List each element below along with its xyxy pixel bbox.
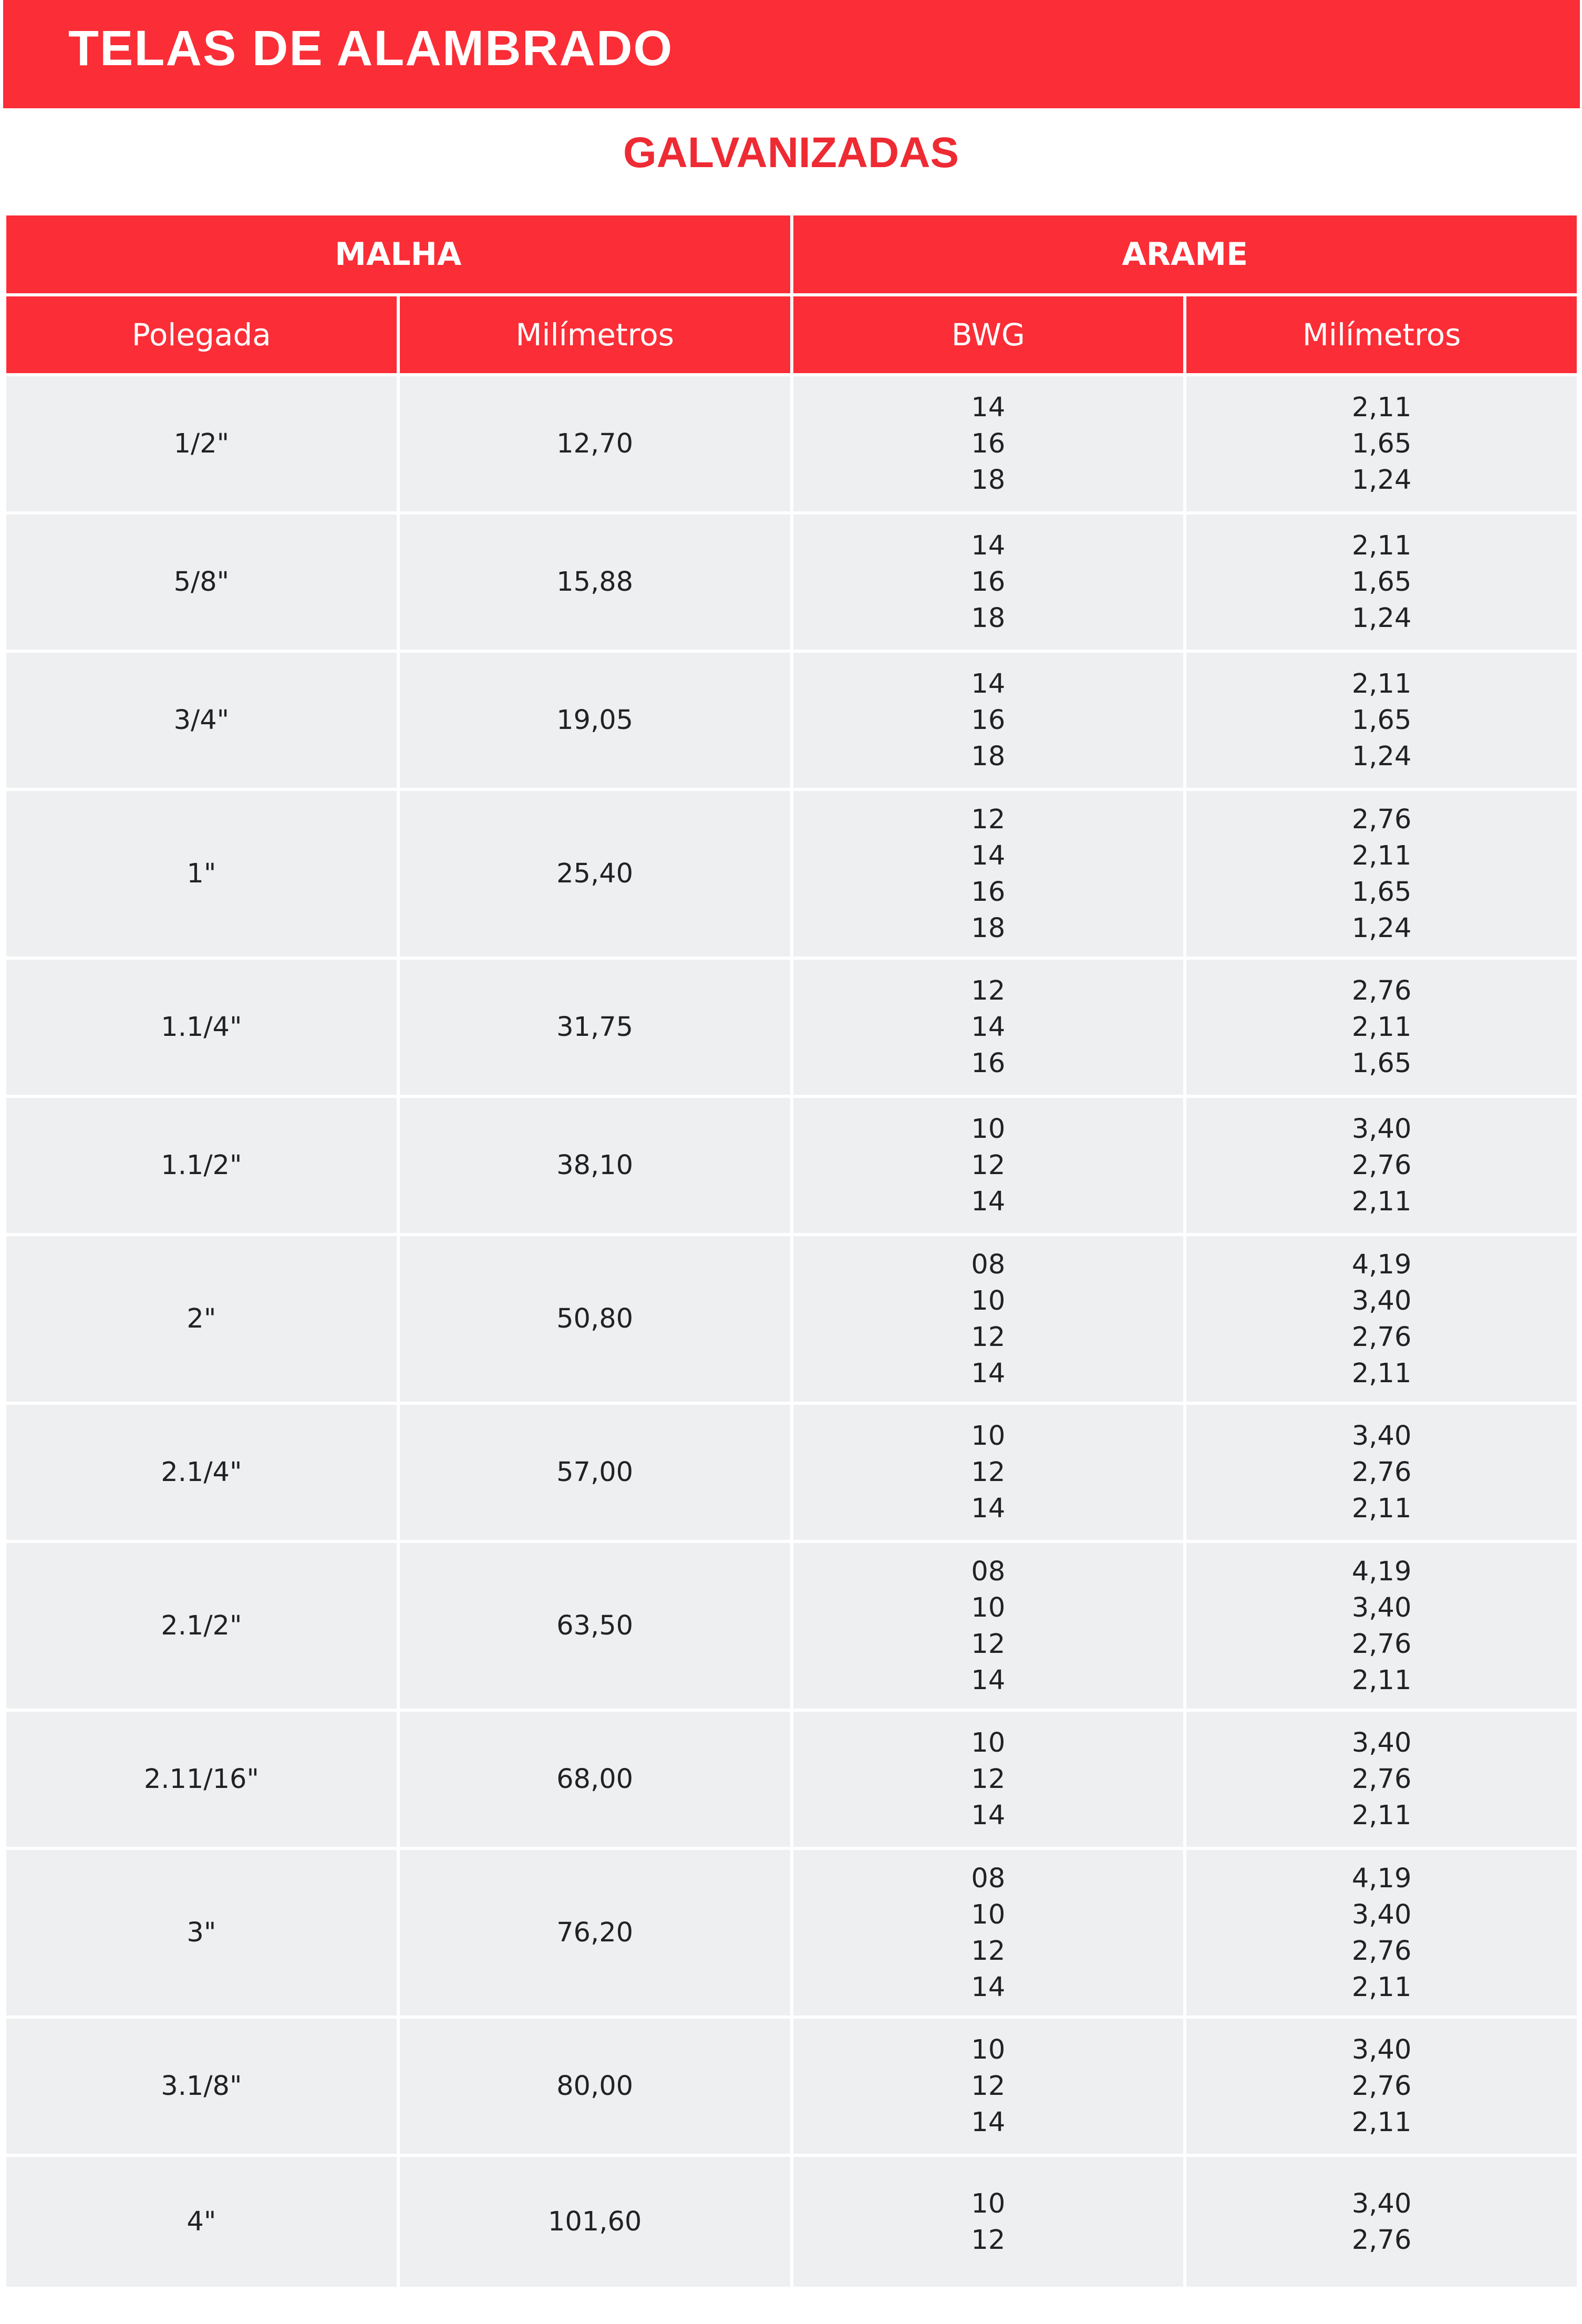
cell-polegada: 4" (5, 2155, 398, 2288)
cell-bwg (792, 2017, 1185, 2155)
arame-mm-value: 2,76 (1351, 1457, 1412, 1488)
arame-mm-value: 1,24 (1351, 465, 1412, 496)
cell-malha-milimetros: 68,00 (398, 1710, 792, 1848)
table-row (5, 1710, 1578, 1848)
arame-mm-value: 1,65 (1351, 428, 1412, 459)
arame-mm-value: 1,24 (1351, 741, 1412, 772)
bwg-value: 18 (971, 465, 1006, 496)
arame-mm-value: 2,11 (1351, 1664, 1412, 1696)
cell-bwg (792, 958, 1185, 1096)
arame-mm-value: 3,40 (1351, 1592, 1412, 1623)
bwg-value: 10 (971, 1421, 1006, 1452)
bwg-value: 12 (971, 1628, 1006, 1660)
arame-mm-value: 1,24 (1351, 603, 1412, 634)
arame-mm-value: 2,11 (1351, 392, 1412, 423)
bwg-value: 14 (971, 1493, 1006, 1524)
title-bar (3, 0, 1580, 108)
cell-bwg (792, 1235, 1185, 1403)
cell-arame-milimetros (1185, 375, 1578, 513)
cell-malha-milimetros: 50,80 (398, 1235, 792, 1403)
bwg-value: 18 (971, 603, 1006, 634)
arame-mm-value: 2,76 (1351, 1150, 1412, 1181)
bwg-value: 12 (971, 1150, 1006, 1181)
cell-bwg (792, 1710, 1185, 1848)
bwg-value: 08 (971, 1556, 1006, 1587)
arame-mm-value: 2,76 (1351, 975, 1412, 1006)
table-row (5, 789, 1578, 958)
cell-malha-milimetros: 12,70 (398, 375, 792, 513)
bwg-value: 08 (971, 1863, 1006, 1894)
cell-polegada: 1/2" (5, 375, 398, 513)
arame-mm-value: 2,11 (1351, 1800, 1412, 1831)
bwg-value: 12 (971, 975, 1006, 1006)
bwg-value: 10 (971, 1727, 1006, 1759)
cell-bwg (792, 651, 1185, 789)
bwg-value: 14 (971, 669, 1006, 700)
cell-arame-milimetros (1185, 1710, 1578, 1848)
bwg-value: 16 (971, 428, 1006, 459)
bwg-value: 12 (971, 1935, 1006, 1967)
arame-mm-value: 1,65 (1351, 1048, 1412, 1079)
column-header-arame-milimetros: Milímetros (1185, 295, 1578, 375)
bwg-value: 12 (971, 1764, 1006, 1795)
arame-mm-value: 2,11 (1351, 1186, 1412, 1217)
cell-malha-milimetros: 57,00 (398, 1403, 792, 1541)
arame-mm-value: 2,11 (1351, 840, 1412, 871)
table-body (5, 375, 1578, 2288)
arame-mm-value: 3,40 (1351, 1727, 1412, 1759)
cell-bwg (792, 513, 1185, 651)
group-header-row (5, 215, 1578, 295)
arame-mm-value: 4,19 (1351, 1556, 1412, 1587)
column-header-polegada: Polegada (5, 295, 398, 375)
cell-arame-milimetros (1185, 789, 1578, 958)
arame-mm-value: 2,76 (1351, 1935, 1412, 1967)
group-header-malha: MALHA (5, 215, 792, 295)
column-header-malha-milimetros: Milímetros (398, 295, 792, 375)
cell-polegada: 2.1/4" (5, 1403, 398, 1541)
bwg-value: 10 (971, 2034, 1006, 2065)
arame-mm-value: 2,76 (1351, 1321, 1412, 1353)
page-title: TELAS DE ALAMBRADO (68, 20, 674, 76)
cell-polegada: 3.1/8" (5, 2017, 398, 2155)
arame-mm-value: 3,40 (1351, 1285, 1412, 1317)
bwg-value: 14 (971, 530, 1006, 561)
cell-polegada: 2.1/2" (5, 1541, 398, 1710)
table-row (5, 2017, 1578, 2155)
arame-mm-value: 2,11 (1351, 530, 1412, 561)
cell-arame-milimetros (1185, 1848, 1578, 2017)
cell-malha-milimetros: 38,10 (398, 1096, 792, 1235)
bwg-value: 16 (971, 1048, 1006, 1079)
cell-malha-milimetros: 25,40 (398, 789, 792, 958)
cell-malha-milimetros: 63,50 (398, 1541, 792, 1710)
bwg-value: 14 (971, 2107, 1006, 2138)
arame-mm-value: 1,24 (1351, 912, 1412, 944)
bwg-value: 16 (971, 876, 1006, 908)
bwg-value: 12 (971, 1321, 1006, 1353)
arame-mm-value: 1,65 (1351, 876, 1412, 908)
bwg-value: 12 (971, 2224, 1006, 2256)
table-row (5, 1541, 1578, 1710)
cell-polegada: 3/4" (5, 651, 398, 789)
arame-mm-value: 2,11 (1351, 1358, 1412, 1389)
table-row (5, 1403, 1578, 1541)
cell-malha-milimetros: 19,05 (398, 651, 792, 789)
cell-malha-milimetros: 15,88 (398, 513, 792, 651)
cell-bwg (792, 1403, 1185, 1541)
table-row (5, 2155, 1578, 2288)
cell-arame-milimetros (1185, 1541, 1578, 1710)
cell-bwg (792, 375, 1185, 513)
cell-polegada: 2" (5, 1235, 398, 1403)
arame-mm-value: 1,65 (1351, 567, 1412, 598)
arame-mm-value: 2,11 (1351, 2107, 1412, 2138)
cell-arame-milimetros (1185, 958, 1578, 1096)
bwg-value: 10 (971, 1285, 1006, 1317)
bwg-value: 14 (971, 1358, 1006, 1389)
bwg-value: 14 (971, 840, 1006, 871)
cell-polegada: 1.1/4" (5, 958, 398, 1096)
bwg-value: 16 (971, 567, 1006, 598)
bwg-value: 08 (971, 1249, 1006, 1280)
arame-mm-value: 3,40 (1351, 2034, 1412, 2065)
cell-bwg (792, 2155, 1185, 2288)
arame-mm-value: 2,11 (1351, 1012, 1412, 1043)
cell-bwg (792, 1848, 1185, 2017)
arame-mm-value: 2,76 (1351, 1628, 1412, 1660)
cell-bwg (792, 1541, 1185, 1710)
bwg-value: 14 (971, 1664, 1006, 1696)
bwg-value: 14 (971, 1971, 1006, 2003)
arame-mm-value: 2,76 (1351, 2071, 1412, 2102)
arame-mm-value: 3,40 (1351, 1114, 1412, 1145)
table-row (5, 1096, 1578, 1235)
bwg-value: 12 (971, 2071, 1006, 2102)
cell-arame-milimetros (1185, 1096, 1578, 1235)
bwg-value: 14 (971, 1800, 1006, 1831)
table-row (5, 958, 1578, 1096)
cell-malha-milimetros: 101,60 (398, 2155, 792, 2288)
cell-polegada: 5/8" (5, 513, 398, 651)
bwg-value: 16 (971, 705, 1006, 736)
cell-malha-milimetros: 76,20 (398, 1848, 792, 2017)
arame-mm-value: 3,40 (1351, 1421, 1412, 1452)
arame-mm-value: 2,11 (1351, 1971, 1412, 2003)
cell-arame-milimetros (1185, 513, 1578, 651)
cell-arame-milimetros (1185, 1403, 1578, 1541)
column-header-row (5, 295, 1578, 375)
table-row (5, 375, 1578, 513)
table-row (5, 1235, 1578, 1403)
bwg-value: 14 (971, 1186, 1006, 1217)
cell-bwg (792, 1096, 1185, 1235)
arame-mm-value: 2,76 (1351, 804, 1412, 835)
cell-bwg (792, 789, 1185, 958)
bwg-value: 10 (971, 1899, 1006, 1930)
arame-mm-value: 2,76 (1351, 1764, 1412, 1795)
bwg-value: 18 (971, 741, 1006, 772)
cell-polegada: 2.11/16" (5, 1710, 398, 1848)
specs-table (3, 215, 1580, 2290)
arame-mm-value: 1,65 (1351, 705, 1412, 736)
cell-malha-milimetros: 80,00 (398, 2017, 792, 2155)
arame-mm-value: 4,19 (1351, 1863, 1412, 1894)
bwg-value: 10 (971, 2188, 1006, 2219)
cell-arame-milimetros (1185, 651, 1578, 789)
cell-arame-milimetros (1185, 2017, 1578, 2155)
table-row (5, 651, 1578, 789)
cell-arame-milimetros (1185, 1235, 1578, 1403)
arame-mm-value: 2,76 (1351, 2224, 1412, 2256)
bwg-value: 12 (971, 1457, 1006, 1488)
bwg-value: 14 (971, 392, 1006, 423)
cell-polegada: 1.1/2" (5, 1096, 398, 1235)
arame-mm-value: 2,11 (1351, 1493, 1412, 1524)
table-row (5, 1848, 1578, 2017)
bwg-value: 10 (971, 1114, 1006, 1145)
arame-mm-value: 4,19 (1351, 1249, 1412, 1280)
arame-mm-value: 2,11 (1351, 669, 1412, 700)
bwg-value: 14 (971, 1012, 1006, 1043)
table-row (5, 513, 1578, 651)
column-header-bwg: BWG (792, 295, 1185, 375)
arame-mm-value: 3,40 (1351, 1899, 1412, 1930)
page-subtitle: GALVANIZADAS (623, 129, 959, 177)
group-header-arame: ARAME (792, 215, 1579, 295)
cell-polegada: 3" (5, 1848, 398, 2017)
bwg-value: 12 (971, 804, 1006, 835)
arame-mm-value: 3,40 (1351, 2188, 1412, 2219)
cell-polegada: 1" (5, 789, 398, 958)
cell-malha-milimetros: 31,75 (398, 958, 792, 1096)
bwg-value: 18 (971, 912, 1006, 944)
cell-arame-milimetros (1185, 2155, 1578, 2288)
bwg-value: 10 (971, 1592, 1006, 1623)
